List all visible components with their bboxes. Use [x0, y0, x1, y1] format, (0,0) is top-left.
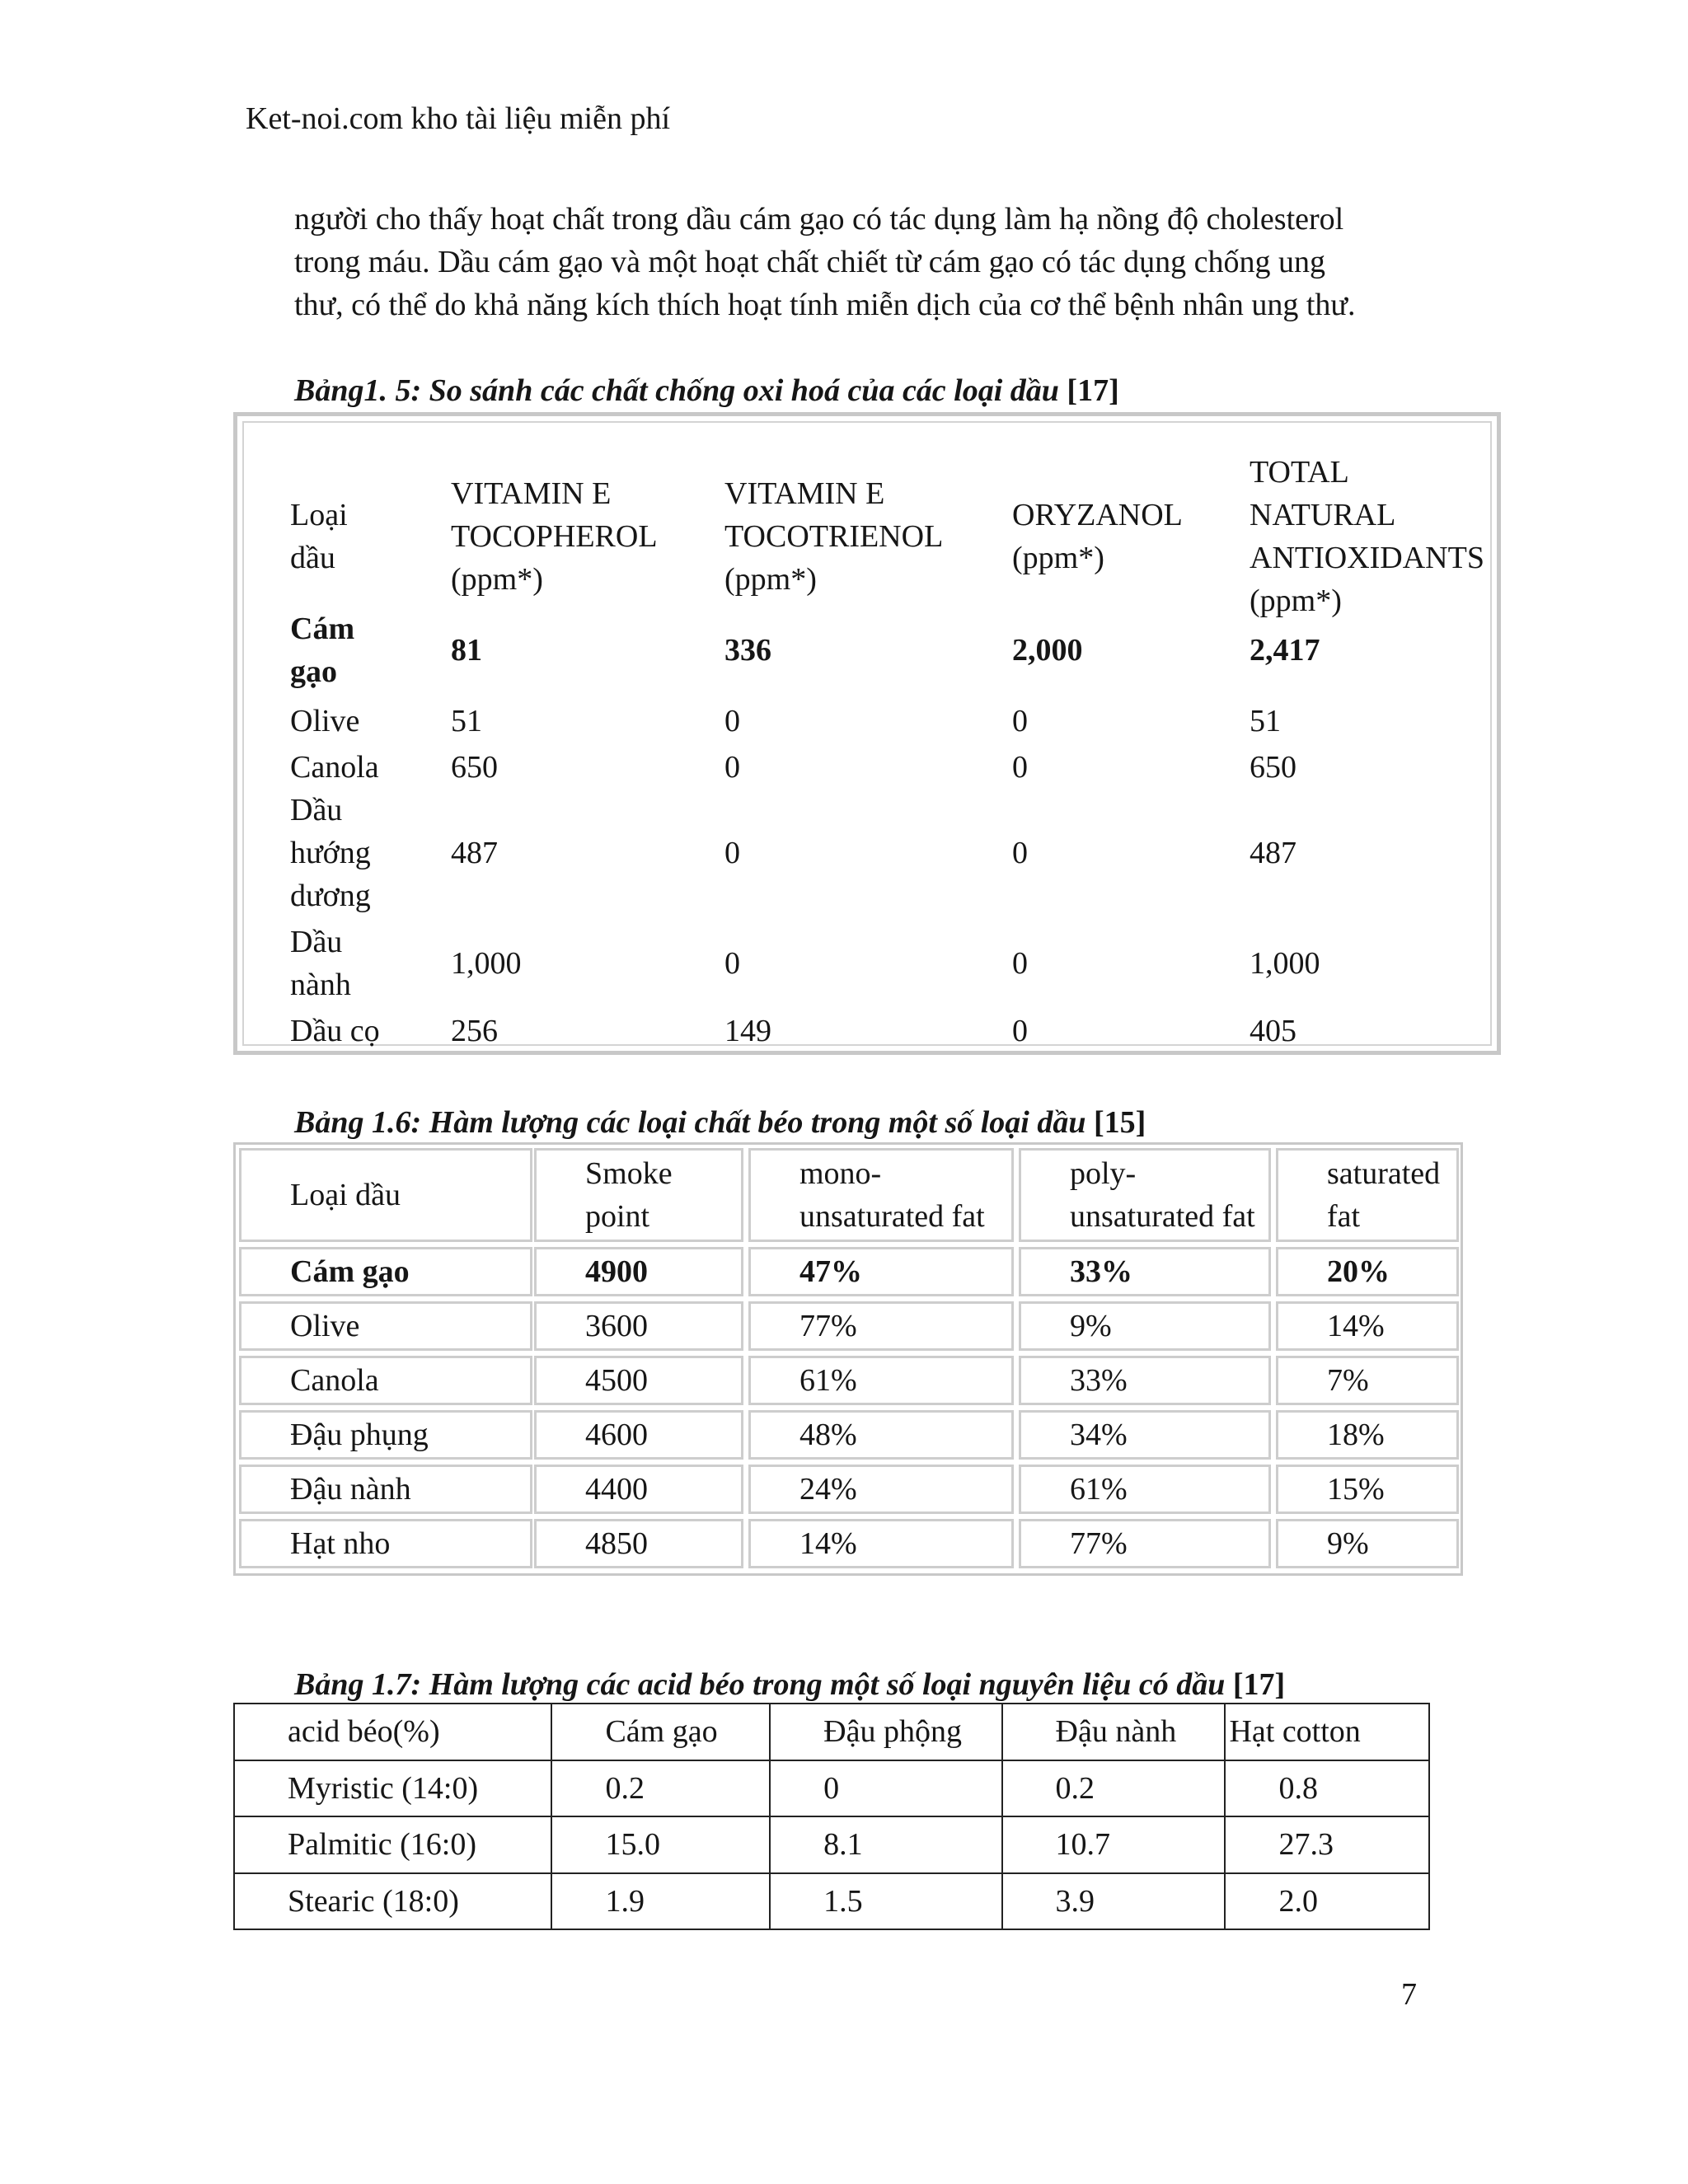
table-cell: 2,000 — [1012, 633, 1083, 668]
cell-text: 4900 — [585, 1254, 648, 1289]
cell-text: poly- — [1070, 1156, 1137, 1191]
cell-text: 34% — [1070, 1418, 1128, 1452]
header-cell: dầu — [290, 541, 335, 575]
table-cell: 0 — [724, 750, 740, 785]
cell-text: Hạt nho — [290, 1526, 391, 1561]
table-cell: 0 — [770, 1760, 1001, 1817]
table-cell: 1.9 — [551, 1873, 770, 1930]
table-cell: 487 — [451, 836, 498, 870]
row-label: Dầu — [290, 793, 343, 827]
cell-text: fat — [1327, 1199, 1361, 1234]
table-cell — [748, 1247, 1014, 1296]
header-cell: NATURAL — [1250, 498, 1396, 532]
table-cell — [748, 1301, 1014, 1351]
table-1-6 — [233, 1142, 1463, 1576]
header-cell: VITAMIN E — [451, 476, 612, 511]
paragraph-line: thư, có thể do khả năng kích thích hoạt tính miễn dịch của cơ thể bệnh nhân ung thư. — [294, 288, 1356, 322]
cell-text: point — [585, 1199, 650, 1234]
table-cell — [1019, 1356, 1271, 1405]
table-cell — [1019, 1247, 1271, 1296]
cell-text: Olive — [290, 1309, 360, 1343]
row-label: dương — [290, 879, 371, 913]
row-label: Canola — [290, 750, 379, 785]
table-1-7-grid — [233, 1703, 1430, 1930]
cell-text: saturated — [1327, 1156, 1441, 1191]
table-cell: 0 — [724, 946, 740, 981]
cell-text: 18% — [1327, 1418, 1385, 1452]
header-cell: (ppm*) — [1012, 541, 1104, 575]
cell-text: 77% — [1070, 1526, 1128, 1561]
table-cell: 51 — [451, 704, 482, 738]
table-cell — [748, 1356, 1014, 1405]
table-cell: 0 — [724, 836, 740, 870]
caption-text: Bảng 1.6: Hàm lượng các loại chất béo trong một số loại dầu — [294, 1105, 1086, 1140]
row-label: nành — [290, 968, 351, 1002]
header-cell: Hạt cotton — [1225, 1704, 1429, 1760]
cell-text: 61% — [1070, 1472, 1128, 1507]
caption-ref: [17] — [1232, 1667, 1286, 1702]
caption-text: Bảng 1.7: Hàm lượng các acid béo trong một số loại nguyên liệu có dầu — [294, 1667, 1226, 1702]
cell-text: Đậu phụng — [290, 1418, 429, 1452]
row-label: Olive — [290, 704, 360, 738]
cell-text: 3600 — [585, 1309, 648, 1343]
header-cell: VITAMIN E — [724, 476, 885, 511]
cell-text: 61% — [799, 1363, 857, 1398]
cell-text: 14% — [1327, 1309, 1385, 1343]
caption-ref: [15] — [1094, 1105, 1146, 1140]
table-cell: 10.7 — [1002, 1816, 1226, 1873]
paragraph-line: trong máu. Dầu cám gạo và một hoạt chất chiết từ cám gạo có tác dụng chống ung — [294, 245, 1325, 279]
table-cell: 1,000 — [1250, 946, 1320, 981]
cell-text: mono- — [799, 1156, 882, 1191]
table-cell: 3.9 — [1002, 1873, 1226, 1930]
header-cell: (ppm*) — [724, 562, 817, 597]
cell-text: 9% — [1070, 1309, 1112, 1343]
cell-text: 33% — [1070, 1363, 1128, 1398]
table-cell: 27.3 — [1225, 1816, 1429, 1873]
cell-text: unsaturated fat — [1070, 1199, 1255, 1234]
table-1-5-caption — [294, 373, 1119, 409]
table-cell: 1,000 — [451, 946, 522, 981]
page-header: Ket-noi.com kho tài liệu miễn phí — [246, 101, 671, 136]
table-cell: 0 — [1012, 1014, 1028, 1048]
cell-text: Smoke — [585, 1156, 673, 1191]
table-row — [234, 1873, 1429, 1930]
header-cell: ANTIOXIDANTS — [1250, 541, 1484, 575]
cell-text: 4850 — [585, 1526, 648, 1561]
cell-text: Canola — [290, 1363, 379, 1398]
caption-ref: [17] — [1067, 373, 1119, 408]
cell-text: 24% — [799, 1472, 857, 1507]
table-cell: 0 — [1012, 750, 1028, 785]
table-cell: 256 — [451, 1014, 498, 1048]
cell-text: 4400 — [585, 1472, 648, 1507]
table-cell: 336 — [724, 633, 771, 668]
cell-text: Cám gạo — [290, 1254, 410, 1289]
cell-text: 7% — [1327, 1363, 1369, 1398]
row-label: Dầu cọ — [290, 1014, 380, 1048]
cell-text: 48% — [799, 1418, 857, 1452]
header-cell: TOTAL — [1250, 455, 1349, 490]
cell-text: 15% — [1327, 1472, 1385, 1507]
header-cell: Cám gạo — [551, 1704, 770, 1760]
table-cell: 2,417 — [1250, 633, 1320, 668]
header-cell: acid béo(%) — [234, 1704, 551, 1760]
header-cell: (ppm*) — [1250, 583, 1342, 618]
table-cell: 1.5 — [770, 1873, 1001, 1930]
cell-text: 77% — [799, 1309, 857, 1343]
cell-text: 33% — [1070, 1254, 1132, 1289]
table-row — [234, 1760, 1429, 1817]
page-number: 7 — [1401, 1977, 1417, 2012]
header-cell: TOCOTRIENOL — [724, 519, 944, 554]
row-label: Dầu — [290, 925, 343, 959]
table-1-6-caption — [294, 1104, 1146, 1141]
cell-text: 9% — [1327, 1526, 1369, 1561]
table-cell: 0 — [724, 704, 740, 738]
table-cell: Myristic (14:0) — [234, 1760, 551, 1817]
table-cell: 0 — [1012, 946, 1028, 981]
header-cell: ORYZANOL — [1012, 498, 1183, 532]
table-cell — [239, 1356, 532, 1405]
row-label: Cám — [290, 612, 355, 646]
cell-text: unsaturated fat — [799, 1199, 985, 1234]
table-cell: 487 — [1250, 836, 1296, 870]
table-cell: 81 — [451, 633, 482, 668]
table-cell: 0 — [1012, 704, 1028, 738]
table-cell: 0.2 — [551, 1760, 770, 1817]
cell-text: 47% — [799, 1254, 862, 1289]
body-paragraph — [294, 198, 1465, 326]
row-label: hướng — [290, 836, 371, 870]
table-cell: 2.0 — [1225, 1873, 1429, 1930]
cell-text: Đậu nành — [290, 1472, 411, 1507]
cell-text: 4600 — [585, 1418, 648, 1452]
header-cell: (ppm*) — [451, 562, 543, 597]
table-cell — [1019, 1519, 1271, 1568]
table-cell — [239, 1301, 532, 1351]
table-cell: 15.0 — [551, 1816, 770, 1873]
table-cell: 405 — [1250, 1014, 1296, 1048]
table-cell — [748, 1465, 1014, 1514]
header-cell: TOCOPHEROL — [451, 519, 658, 554]
header-cell: Đậu phộng — [770, 1704, 1001, 1760]
table-header-row — [234, 1704, 1429, 1760]
cell-text: 14% — [799, 1526, 857, 1561]
table-cell: Palmitic (16:0) — [234, 1816, 551, 1873]
table-1-5 — [233, 412, 1501, 1055]
table-cell: 0.2 — [1002, 1760, 1226, 1817]
header-cell: Loại — [290, 498, 348, 532]
table-cell: Stearic (18:0) — [234, 1873, 551, 1930]
table-cell — [1019, 1301, 1271, 1351]
table-cell: 149 — [724, 1014, 771, 1048]
table-cell — [1019, 1465, 1271, 1514]
row-label: gạo — [290, 654, 337, 689]
cell-text: 4500 — [585, 1363, 648, 1398]
table-cell — [748, 1519, 1014, 1568]
paragraph-line: người cho thấy hoạt chất trong dầu cám gạo có tác dụng làm hạ nồng độ cholesterol — [294, 202, 1344, 237]
table-cell: 51 — [1250, 704, 1281, 738]
table-row — [234, 1816, 1429, 1873]
table-1-7-caption — [294, 1666, 1285, 1703]
table-1-7 — [233, 1703, 1430, 1930]
header-cell: Đậu nành — [1002, 1704, 1226, 1760]
table-cell: 650 — [451, 750, 498, 785]
table-cell — [748, 1410, 1014, 1460]
cell-text: 20% — [1327, 1254, 1390, 1289]
table-cell: 0 — [1012, 836, 1028, 870]
table-cell: 650 — [1250, 750, 1296, 785]
table-cell: 8.1 — [770, 1816, 1001, 1873]
table-cell — [1019, 1410, 1271, 1460]
table-cell: 0.8 — [1225, 1760, 1429, 1817]
caption-text: Bảng1. 5: So sánh các chất chống oxi hoá của các loại dầu — [294, 373, 1059, 408]
cell-text: Loại dầu — [290, 1178, 401, 1212]
